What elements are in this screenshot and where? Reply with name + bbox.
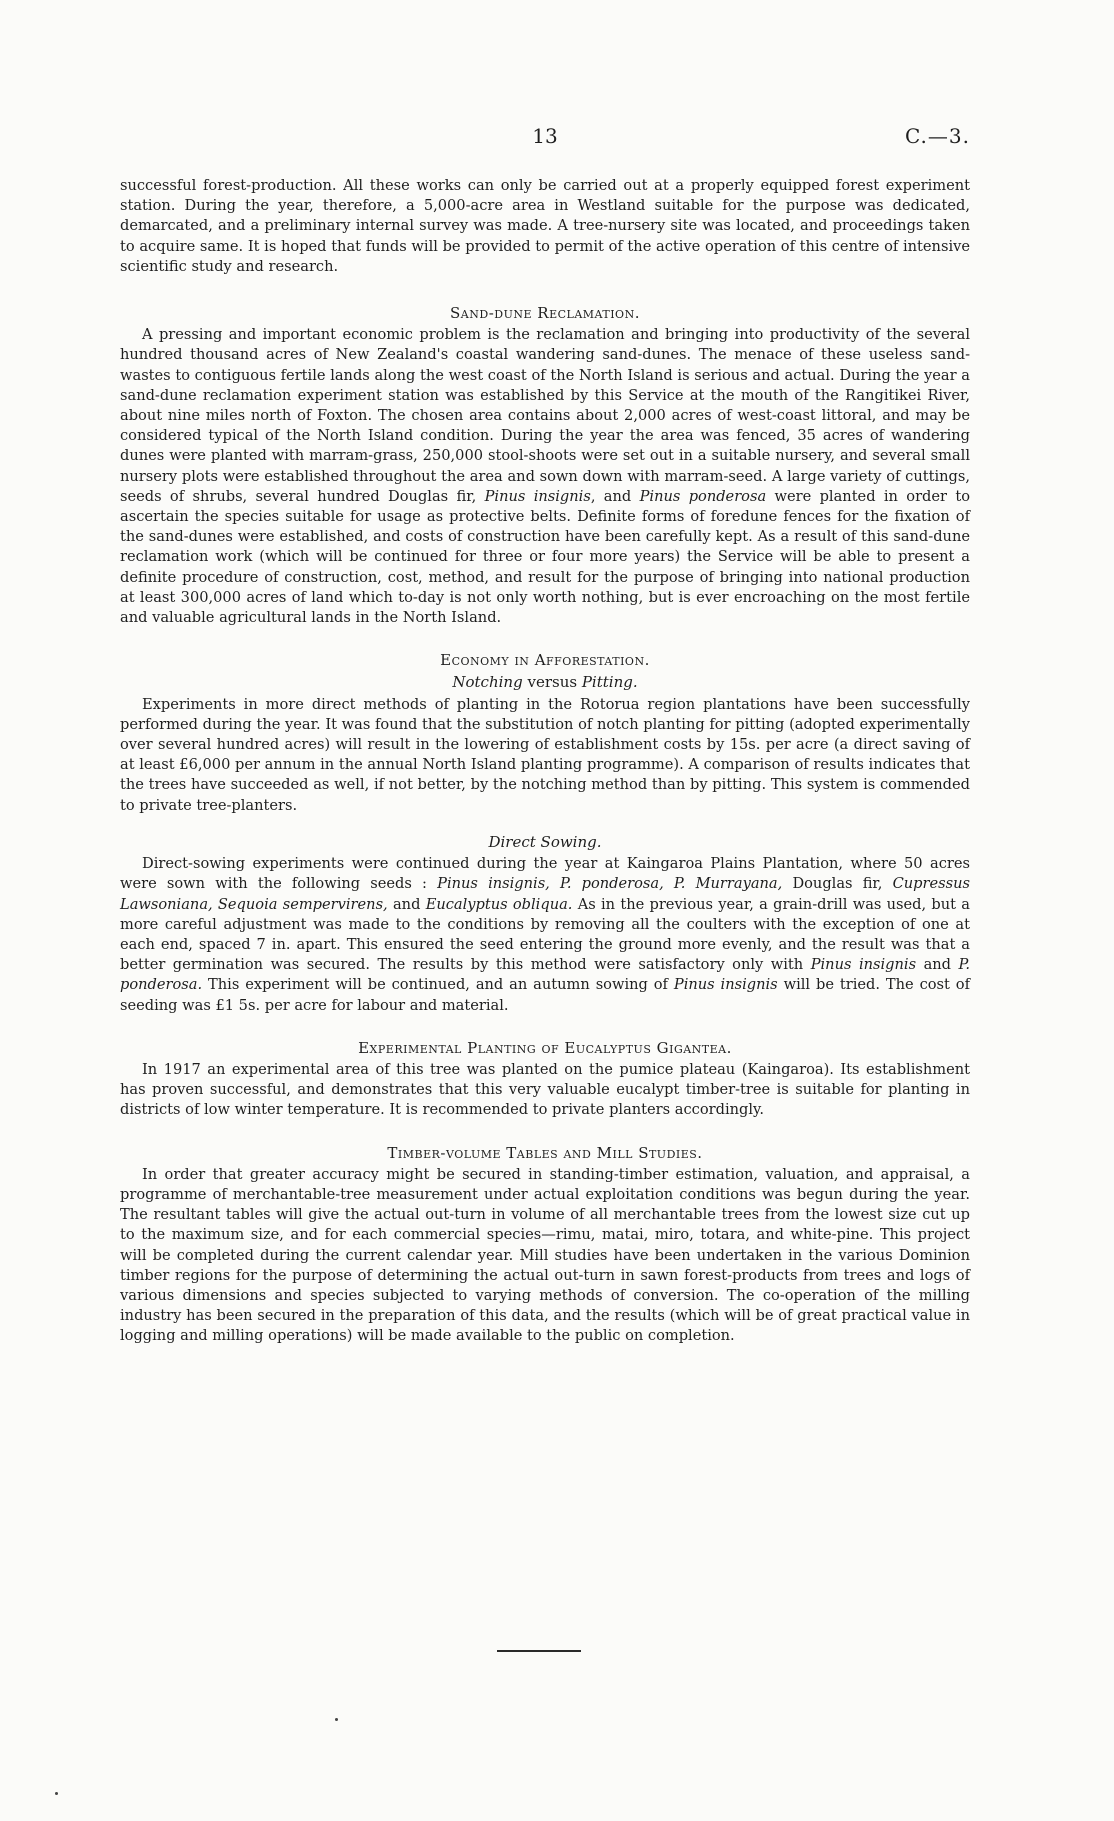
text-run: were planted in order to ascertain the species suitable for usage as protective belts. Definite forms of foredune fences for the fixation of the sand-dunes were established, and costs of construction have been carefully kept. As a result of this sand-dune reclamation work (which will be continued for three or four more years) the Service will be able to present a definite procedure of construction, cost, method, and result for the purpose of bringing into national production at least 300,000 acres of land which to-day is not only worth nothing, but is ever encroaching on the most fertile and valuable agricultural lands in the North Island. [120, 487, 970, 627]
text-run: Notching [452, 673, 523, 692]
text-run: Douglas fir, [792, 875, 883, 893]
text-run: and [923, 956, 952, 974]
text-run: Direct-sowing experiments were continued during the year at Kaingaroa Plains Plantation, where 50 acres were sown with the following seeds : [120, 855, 970, 893]
text-run: versus [527, 673, 578, 692]
species-name: Pinus ponderosa [639, 487, 767, 505]
species-name: Pinus insignis, P. ponderosa, P. Murrayana, [437, 875, 783, 893]
document-code: C.—3. [904, 124, 970, 148]
timber-paragraph: In order that greater accuracy might be secured in standing-timber estimation, valuation, and appraisal, a programme of merchantable-tree measurement under actual exploitation conditions was begun during the year. The resultant tables will give the actual out-turn in volume of all merchantable trees from the lowest size cut up to the maximum size, and for each commercial species—rimu, matai, miro, totara, and white-pine. This project will be completed during the current calendar year. Mill studies have been undertaken in the various Dominion timber regions for the purpose of determining the actual out-turn in sawn forest-products from trees and logs of various dimensions and species subjected to varying methods of conversion. The co-operation of the milling industry has been secured in the preparation of this data, and the results (which will be of great practical value in logging and milling operations) will be made available to the public on completion. [120, 1165, 970, 1345]
species-name: Pinus insignis [810, 956, 917, 974]
notching-subheading [120, 672, 970, 692]
text-run: A pressing and important economic problem is the reclamation and bringing into productivity of the several hundred thousand acres of New Zealand's coastal wandering sand-dunes. The menace of these useless sand-wastes to contiguous fertile lands along the west coast of the North Island is serious and actual. During the year a sand-dune reclamation experiment station was established by this Service at the mouth of the Rangitikei River, about nine miles north of Foxton. The chosen area contains about 2,000 acres of west-coast littoral, and may be considered typical of the North Island condition. During the year the area was fenced, 35 acres of wandering dunes were planted with marram-grass, 250,000 stool-shoots were set out in a suitable nursery, and several small nursery plots were established throughout the area and sown down with marram-seed. A large variety of cuttings, seeds of shrubs, several hundred Douglas fir, [120, 326, 970, 505]
text-run: , and [590, 487, 632, 505]
species-name: Pinus insignis [484, 487, 591, 505]
text-run: will be tried. The cost of seeding was £1 5s. per acre for labour and material. [120, 976, 970, 1014]
notching-paragraph: Experiments in more direct methods of planting in the Rotorua region plantations have been successfully performed during the year. It was found that the substitution of notch planting for pitting (adopted experimentally over several hundred acres) will result in the lowering of establishment costs by 15s. per acre (a direct saving of at least £6,000 per annum in the annual North Island planting programme). A comparison of results indicates that the trees have succeeded as well, if not better, by the notching method than by pitting. This system is commended to private tree-planters. [120, 695, 970, 814]
species-name: Cupressus Lawsoniana, Sequoia sempervirens, [120, 875, 970, 913]
text-run: As in the previous year, a grain-drill was used, but a more careful adjustment was made to the conditions by removing all the coulters with the exception of one at each end, spaced 7 in. apart. This ensured the seed entering the ground more evenly, and the result was that a better germination was secured. The results by this method were satisfactory only with [120, 895, 970, 974]
eucalyptus-heading: Experimental Planting of Eucalyptus Gigantea. [358, 1038, 732, 1057]
end-rule [497, 1650, 581, 1652]
direct-sowing-paragraph [120, 854, 970, 1016]
economy-heading: Economy in Afforestation. [440, 651, 650, 670]
text-run: This experiment will be continued, and an autumn sowing of [208, 976, 668, 994]
timber-heading: Timber-volume Tables and Mill Studies. [387, 1143, 703, 1162]
species-name: P. ponderosa. [120, 956, 971, 994]
species-name: Pinus insignis [673, 976, 778, 994]
page-number: 13 [532, 124, 558, 148]
text-run: and [392, 895, 421, 913]
page-body [120, 176, 970, 1347]
scan-speck [335, 1718, 338, 1721]
eucalyptus-paragraph: In 1917 an experimental area of this tree was planted on the pumice plateau (Kaingaroa). Its establishment has proven successful, and demonstrates that this very valuable eucalypt timber-tree is suitable for planting in districts of low winter temperature. It is recommended to private planters accordingly. [120, 1060, 970, 1119]
direct-sowing-subheading: Direct Sowing. [488, 832, 602, 851]
species-name: Eucalyptus obliqua. [425, 895, 573, 913]
page-header [120, 124, 970, 154]
text-run: Pitting. [581, 673, 638, 692]
sand-dune-heading: Sand-dune Reclamation. [450, 304, 640, 323]
scan-speck [55, 1792, 58, 1795]
intro-paragraph: successful forest-production. All these works can only be carried out at a properly equipped forest experiment station. During the year, therefore, a 5,000-acre area in Westland suitable for the purpose was dedicated, demarcated, and a preliminary internal survey was made. A tree-nursery site was located, and proceedings taken to acquire same. It is hoped that funds will be provided to permit of the active operation of this centre of intensive scientific study and research. [120, 177, 970, 275]
sand-dune-paragraph [120, 325, 970, 628]
